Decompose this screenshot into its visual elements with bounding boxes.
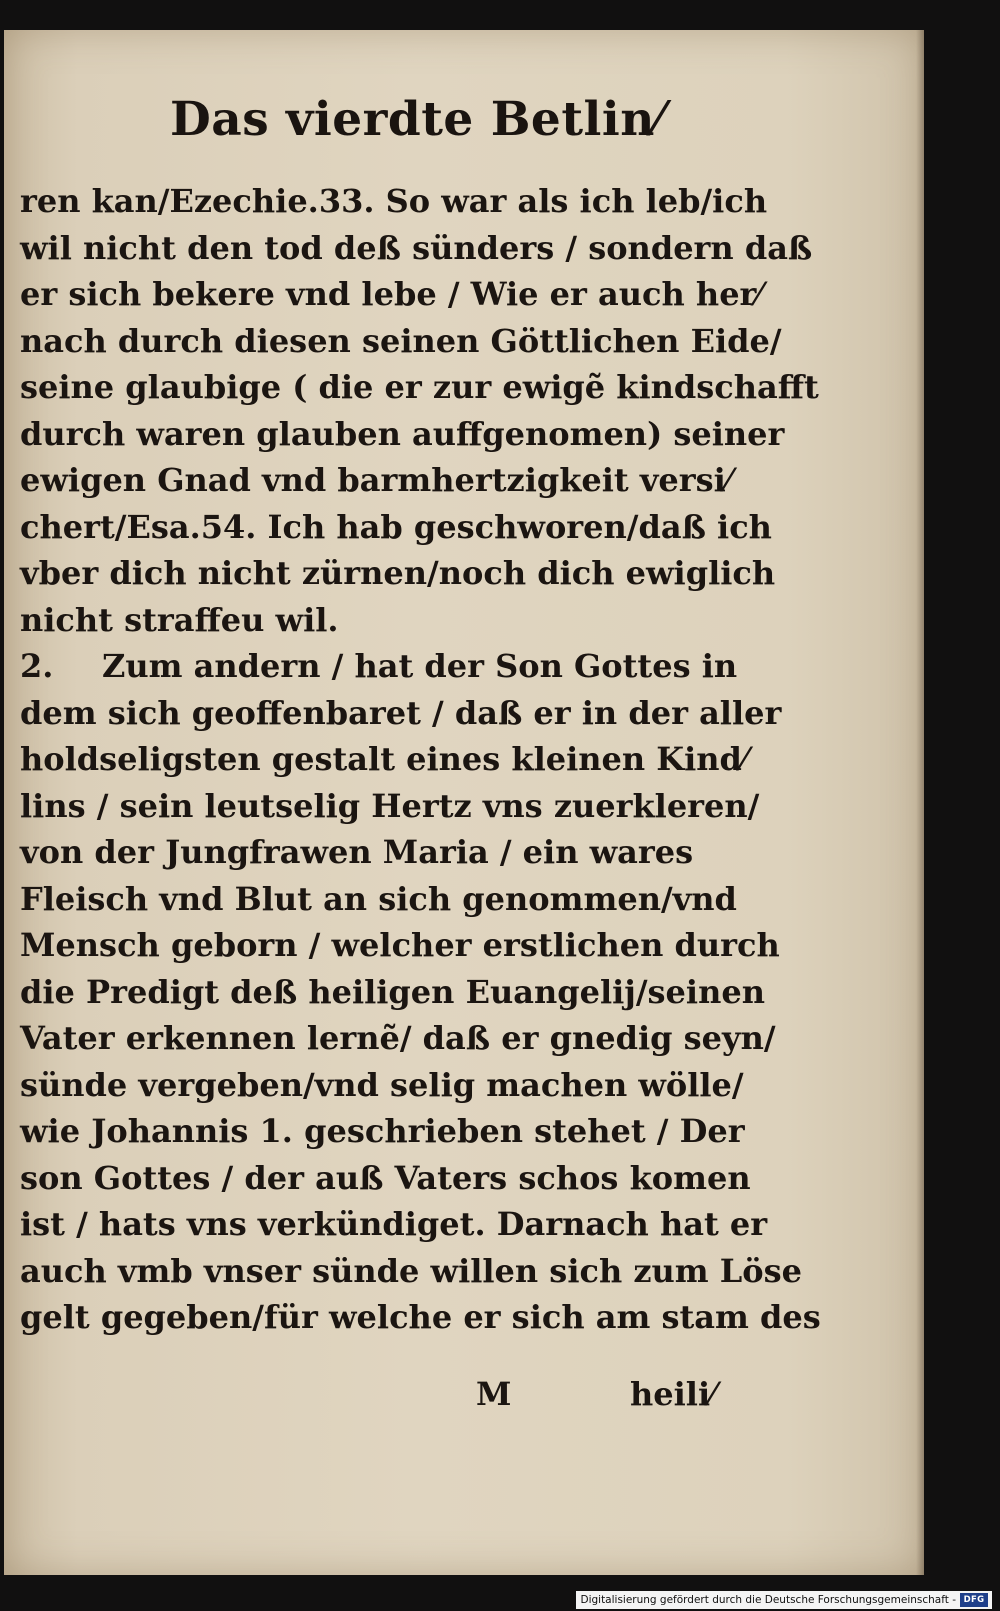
dfg-logo-icon: DFG — [960, 1593, 988, 1607]
running-head: Das vierdte Betlin⁄ — [170, 92, 664, 147]
footer-text: Digitalisierung gefördert durch die Deutsche Forschungsgemeinschaft - — [580, 1594, 956, 1606]
text-line: vber dich nicht zürnen/noch dich ewiglich — [20, 554, 776, 592]
text-line: Zum andern / hat der Son Gottes in — [102, 647, 738, 685]
text-line: er sich bekere vnd lebe / Wie er auch her⁄ — [20, 275, 762, 313]
text-line: ren kan/Ezechie.33. So war als ich leb/ich — [20, 182, 768, 220]
text-line: Mensch geborn / welcher erstlichen durch — [20, 926, 780, 964]
text-line: von der Jungfrawen Maria / ein wares — [20, 833, 694, 871]
text-line: ist / hats vns verkündiget. Darnach hat er — [20, 1205, 768, 1243]
footer-credit — [576, 1591, 992, 1609]
page-edge-shadow — [916, 30, 924, 1575]
text-line: nicht straffeu wil. — [20, 600, 339, 639]
text-line: holdseligsten gestalt eines kleinen Kind⁄ — [20, 740, 748, 778]
paragraph-number: 2. — [20, 647, 54, 685]
text-line: sünde vergeben/vnd selig machen wölle/ — [20, 1065, 744, 1104]
text-line: durch waren glauben auffgenomen) seiner — [20, 414, 785, 453]
text-line: nach durch diesen seinen Göttlichen Eide/ — [20, 321, 782, 360]
text-line: gelt gegeben/für welche er sich am stam des — [20, 1298, 821, 1336]
text-line: Fleisch vnd Blut an sich genommen/vnd — [20, 879, 737, 918]
text-line: ewigen Gnad vnd barmhertzigkeit versi⁄ — [20, 461, 732, 499]
text-line: chert/Esa.54. Ich hab geschworen/daß ich — [20, 507, 772, 546]
catchword: heili⁄ — [630, 1375, 716, 1413]
text-line: Vater erkennen lernẽ/ daß er gnedig seyn/ — [20, 1019, 776, 1057]
text-line: wil nicht den tod deß sünders / sondern daß — [20, 228, 813, 267]
text-line: die Predigt deß heiligen Euangelij/seinen — [20, 972, 765, 1011]
text-line: son Gottes / der auß Vaters schos komen — [20, 1158, 751, 1197]
text-line: wie Johannis 1. geschrieben stehet / Der — [20, 1112, 745, 1150]
body-text — [20, 178, 821, 1341]
text-line: lins / sein leutselig Hertz vns zuerkleren/ — [20, 786, 760, 825]
text-line: seine glaubige ( die er zur ewigẽ kindschafft — [20, 368, 819, 406]
text-line: dem sich geoffenbaret / daß er in der aller — [20, 693, 782, 732]
text-line: auch vmb vnser sünde willen sich zum Löse — [20, 1251, 803, 1290]
text-line-with-number — [20, 643, 760, 690]
signature-mark: M — [476, 1375, 512, 1413]
